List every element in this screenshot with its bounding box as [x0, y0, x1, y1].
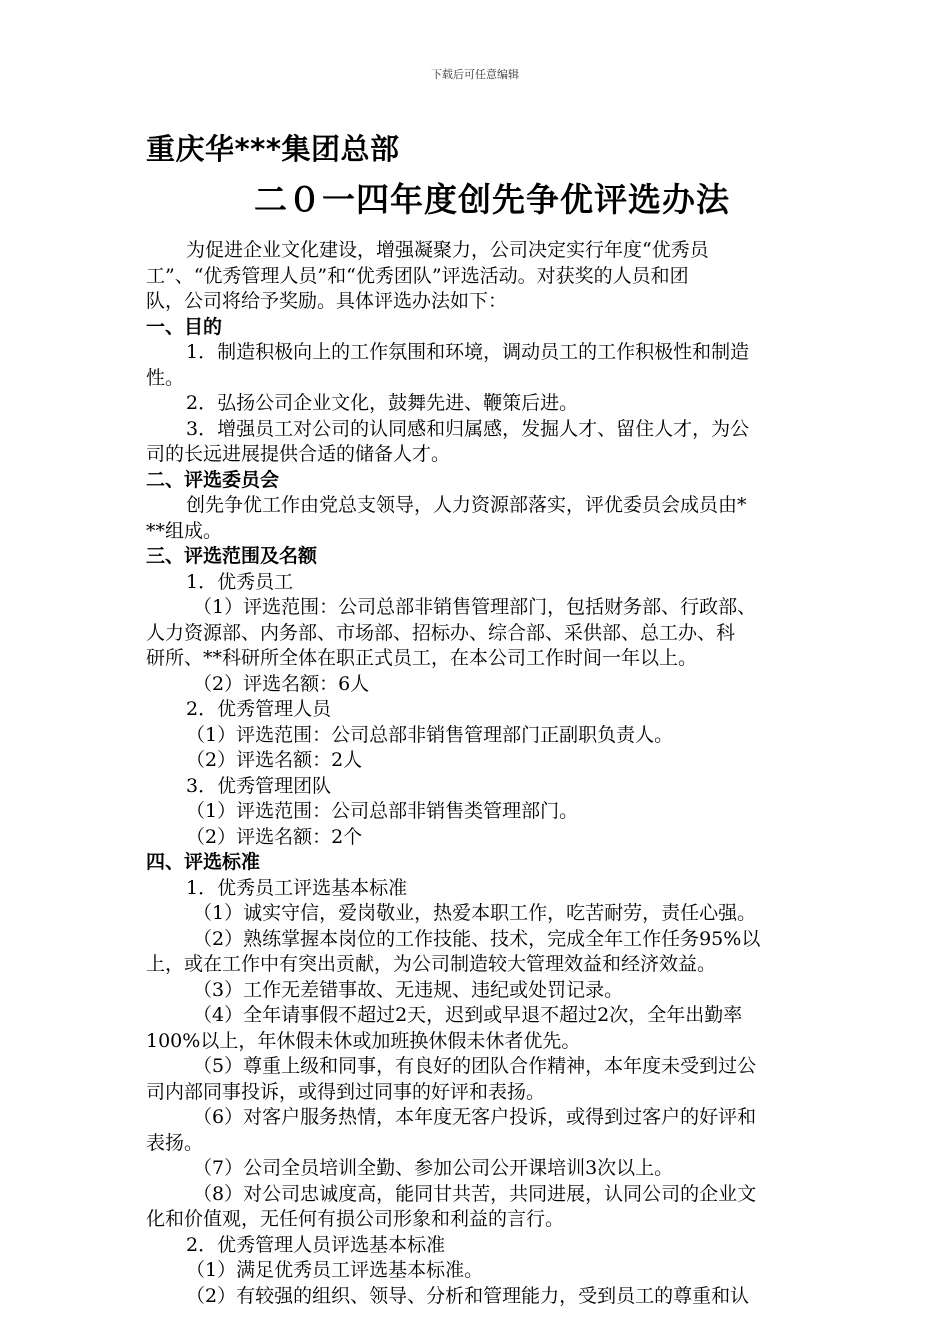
paragraph-line: 人力资源部、内务部、市场部、招标办、综合部、采供部、总工办、科 [146, 621, 736, 644]
section-heading: 三、评选范围及名额 [146, 545, 318, 567]
paragraph-line: 创先争优工作由党总支领导，人力资源部落实，评优委员会成员由* [186, 494, 747, 516]
paragraph-line: （2）评选名额：2人 [186, 749, 363, 771]
paragraph-line: （2）熟练掌握本岗位的工作技能、技术，完成全年工作任务95%以 [193, 927, 761, 950]
paragraph-line: 1．优秀员工 [186, 570, 294, 593]
paragraph-line: 3．增强员工对公司的认同感和归属感，发掘人才、留住人才，为公 [186, 417, 750, 440]
section-heading: 二、评选委员会 [146, 468, 280, 491]
paragraph-line: （3）工作无差错事故、无违规、违纪或处罚记录。 [193, 978, 624, 1001]
paragraph-line: （6）对客户服务热情，本年度无客户投诉，或得到过客户的好评和 [193, 1106, 757, 1128]
paragraph-line: （1）诚实守信，爱岗敬业，热爱本职工作，吃苦耐劳，责任心强。 [193, 902, 757, 924]
paragraph-line: 2．优秀管理人员评选基本标准 [186, 1233, 446, 1256]
paragraph-line: （1）评选范围：公司总部非销售管理部门，包括财务部、行政部、 [193, 596, 757, 618]
paragraph-line: 司的长远进展提供合适的储备人才。 [146, 443, 451, 465]
page-header-note: 下载后可任意编辑 [431, 68, 519, 81]
paragraph-line: （1）评选范围：公司总部非销售类管理部门。 [186, 800, 579, 822]
paragraph-line: 为促进企业文化建设，增强凝聚力，公司决定实行年度“优秀员 [186, 239, 709, 261]
document-title-main: 二０一四年度创先争优评选办法 [254, 180, 730, 219]
paragraph-line: 3．优秀管理团队 [186, 774, 332, 797]
paragraph-line: （5）尊重上级和同事，有良好的团队合作精神，本年度未受到过公 [193, 1055, 757, 1077]
paragraph-line: 化和价值观，无任何有损公司形象和利益的言行。 [146, 1208, 565, 1230]
section-heading: 一、目的 [146, 315, 223, 338]
paragraph-line: 2．优秀管理人员 [186, 698, 332, 720]
paragraph-line: （2）评选名额：6人 [193, 672, 370, 695]
paragraph-line: （2）评选名额：2个 [186, 825, 363, 848]
paragraph-line: 1．优秀员工评选基本标准 [186, 876, 408, 899]
paragraph-line: （8）对公司忠诚度高，能同甘共苦，共同进展，认同公司的企业文 [193, 1182, 757, 1205]
paragraph-line: 性。 [146, 366, 185, 389]
paragraph-line: 上，或在工作中有突出贡献，为公司制造较大管理效益和经济效益。 [146, 953, 717, 975]
paragraph-line: 工”、“优秀管理人员”和“优秀团队”评选活动。对获奖的人员和团 [146, 264, 689, 287]
paragraph-line: 100%以上，年休假未休或加班换休假未休者优先。 [146, 1029, 581, 1052]
document-body [146, 238, 851, 1309]
paragraph-line: （4）全年请事假不超过2天，迟到或早退不超过2次，全年出勤率 [193, 1004, 743, 1026]
paragraph-line: （1）满足优秀员工评选基本标准。 [186, 1259, 484, 1281]
paragraph-line: 2．弘扬公司企业文化，鼓舞先进、鞭策后进。 [186, 392, 579, 414]
paragraph-line: **组成。 [146, 519, 223, 542]
section-heading: 四、评选标准 [146, 851, 261, 873]
paragraph-line: （1）评选范围：公司总部非销售管理部门正副职负责人。 [186, 723, 674, 746]
paragraph-line: 1．制造积极向上的工作氛围和环境，调动员工的工作积极性和制造 [186, 341, 750, 363]
paragraph-line: （2）有较强的组织、领导、分析和管理能力，受到员工的尊重和认 [186, 1284, 750, 1307]
document-title-organization: 重庆华***集团总部 [146, 132, 400, 166]
paragraph-line: 研所、**科研所全体在职正式员工，在本公司工作时间一年以上。 [146, 647, 698, 669]
paragraph-line: 表扬。 [146, 1131, 204, 1154]
paragraph-line: 司内部同事投诉，或得到过同事的好评和表扬。 [146, 1080, 546, 1103]
paragraph-line: 队，公司将给予奖励。具体评选办法如下： [146, 290, 508, 312]
paragraph-line: （7）公司全员培训全勤、参加公司公开课培训3次以上。 [193, 1157, 674, 1179]
